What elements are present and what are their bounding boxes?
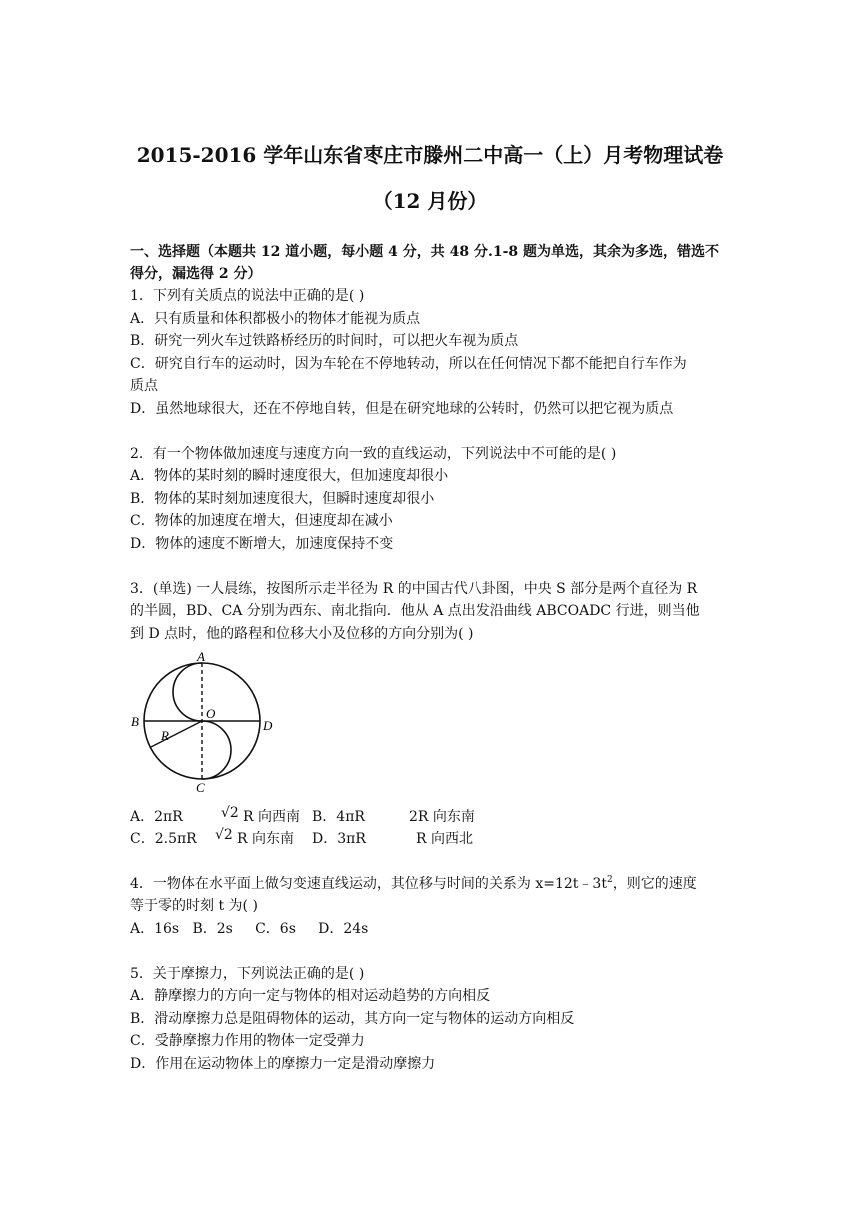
section-header-line1: 一、选择题（本题共 12 道小题，每小题 4 分，共 48 分.1-8 题为单选，其余为多选，错选不 bbox=[130, 244, 719, 260]
q4-exponent: 2 bbox=[606, 875, 613, 885]
q1-option-c-line1: C．研究自行车的运动时，因为车轮在不停地转动，所以在任何情况下都不能把自行车作为 bbox=[130, 356, 687, 372]
sqrt2-c: √2 bbox=[215, 827, 233, 843]
q3-stem-line2: 的半圆，BD、CA 分别为西东、南北指向．他从 A 点出发沿曲线 ABCOADC 行进，则当他 bbox=[130, 603, 700, 619]
q2-stem: 2．有一个物体做加速度与速度方向一致的直线运动，下列说法中不可能的是( ) bbox=[130, 446, 617, 462]
page-title: 2015-2016 学年山东省枣庄市滕州二中高一（上）月考物理试卷 bbox=[136, 143, 724, 167]
label-d: D bbox=[263, 718, 273, 733]
q3-stem-line1: 3．(单选) 一人晨练，按图所示走半径为 R 的中国古代八卦图，中央 S 部分是两个直径为 R bbox=[130, 581, 698, 597]
q3-option-b-displacement: 2R 向东南 bbox=[409, 809, 475, 825]
q1-stem: 1．下列有关质点的说法中正确的是( ) bbox=[130, 288, 365, 304]
q2-option-a: A．物体的某时刻的瞬时速度很大，但加速度却很小 bbox=[130, 468, 449, 484]
q2-option-d: D．物体的速度不断增大，加速度保持不变 bbox=[130, 536, 394, 552]
q4-stem-line2: 等于零的时刻 t 为( ) bbox=[130, 898, 258, 914]
radius-line bbox=[151, 721, 202, 747]
s-curve-top bbox=[173, 663, 202, 721]
label-c: C bbox=[196, 780, 205, 795]
q5-option-d: D．作用在运动物体上的摩擦力一定是滑动摩擦力 bbox=[130, 1056, 436, 1072]
q5-option-c: C．受静摩擦力作用的物体一定受弹力 bbox=[130, 1033, 365, 1049]
q3-option-c-distance: C．2.5πR bbox=[130, 831, 197, 847]
q4-options: A．16s B．2s C．6s D．24s bbox=[130, 921, 369, 937]
q3-option-a-displacement: R 向西南 bbox=[243, 809, 300, 825]
q3-option-d-distance: D．3πR bbox=[312, 831, 366, 847]
label-a: A bbox=[197, 650, 205, 664]
q1-option-c-line2: 质点 bbox=[130, 378, 158, 394]
q3-stem-line3: 到 D 点时，他的路程和位移大小及位移的方向分别为( ) bbox=[130, 626, 474, 642]
q1-option-b: B．研究一列火车过铁路桥经历的时间时，可以把火车视为质点 bbox=[130, 333, 519, 349]
page-subtitle: （12 月份） bbox=[372, 189, 488, 213]
q3-option-d-displacement: R 向西北 bbox=[416, 831, 473, 847]
q4-stem-line1: 4．一物体在水平面上做匀变速直线运动，其位移与时间的关系为 $x=12t﹣3t^2$，则它的速度 bbox=[130, 875, 697, 892]
label-b: B bbox=[131, 714, 139, 729]
label-o: O bbox=[206, 706, 216, 721]
q1-option-a: A．只有质量和体积都极小的物体才能视为质点 bbox=[130, 311, 421, 327]
label-r: R bbox=[161, 728, 169, 743]
q3-option-b-distance: B．4πR bbox=[312, 809, 365, 825]
q1-option-d: D．虽然地球很大，还在不停地自转，但是在研究地球的公转时，仍然可以把它视为质点 bbox=[130, 401, 674, 417]
sqrt2-a: √2 bbox=[221, 805, 239, 821]
q3-option-a-distance: A．2πR bbox=[130, 809, 183, 825]
bagua-figure bbox=[128, 650, 288, 800]
q2-option-b: B．物体的某时刻加速度很大，但瞬时速度却很小 bbox=[130, 491, 435, 507]
q5-option-b: B．滑动摩擦力总是阻碍物体的运动，其方向一定与物体的运动方向相反 bbox=[130, 1011, 575, 1027]
q5-stem: 5．关于摩擦力，下列说法正确的是( ) bbox=[130, 966, 365, 982]
q5-option-a: A．静摩擦力的方向一定与物体的相对运动趋势的方向相反 bbox=[130, 988, 491, 1004]
section-header-line2: 得分，漏选得 2 分） bbox=[130, 266, 262, 282]
q3-option-c-displacement: R 向东南 bbox=[237, 831, 294, 847]
s-curve-bottom bbox=[202, 721, 231, 779]
q2-option-c: C．物体的加速度在增大，但速度却在减小 bbox=[130, 513, 393, 529]
